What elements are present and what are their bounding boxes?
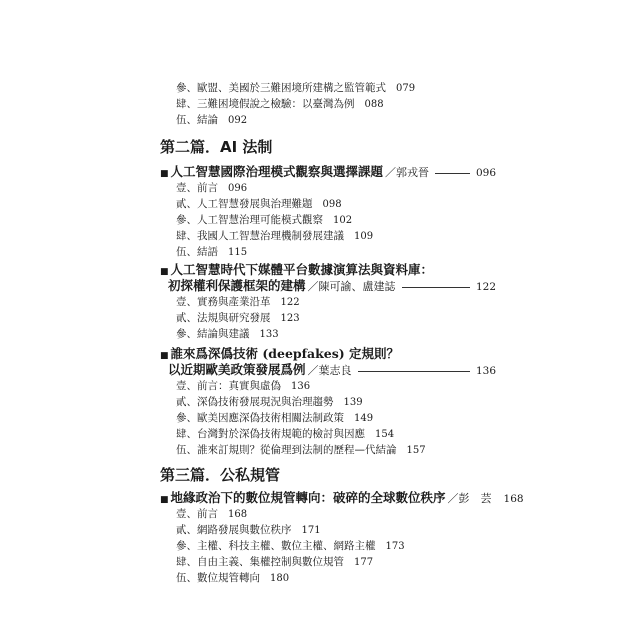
part-heading: 第二篇．AI 法制 — [160, 138, 273, 156]
bullet-icon: ■ — [160, 169, 169, 179]
toc-entry: 貳、法規與研究發展 123 — [176, 312, 300, 324]
toc-entry: 參、歐美因應深偽技術相關法制政策 149 — [176, 412, 374, 424]
chapter-title: ■ 誰來爲深僞技術 (deepfakes) 定規則？ — [160, 346, 400, 361]
bullet-icon: ■ — [160, 495, 169, 505]
toc-entry: 壹、實務與產業沿革 122 — [176, 296, 300, 308]
toc-entry: 參、主權、科技主權、數位主權、網路主權 173 — [176, 540, 405, 552]
toc-entry: 參、歐盟、美國於三難困境所建構之監管範式 079 — [176, 82, 416, 94]
toc-entry: 伍、誰來訂規則？從倫理到法制的歷程—代結論 157 — [176, 444, 426, 456]
toc-entry: 肆、自由主義、集權控制與數位規管 177 — [176, 556, 374, 568]
chapter-title-continued: 以近期歐美政策發展爲例 ／葉志良 136 — [168, 362, 496, 377]
chapter-title-continued: 初探權利保護框架的建構 ／陳可諭、盧建誌 122 — [168, 278, 496, 293]
toc-entry: 貳、人工智慧發展與治理難題 098 — [176, 198, 342, 210]
toc-entry: 伍、數位規管轉向 180 — [176, 572, 290, 584]
toc-entry: 肆、台灣對於深偽技術規範的檢討與因應 154 — [176, 428, 395, 440]
toc-entry: 參、人工智慧治理可能模式觀察 102 — [176, 214, 353, 226]
toc-entry: 伍、結論 092 — [176, 114, 248, 126]
toc-entry: 肆、我國人工智慧治理機制發展建議 109 — [176, 230, 374, 242]
toc-entry: 壹、前言 096 — [176, 182, 248, 194]
chapter-title: ■ 人工智慧國際治理模式觀察與選擇課題 ／郭戎晉 096 — [160, 164, 496, 179]
toc-entry: 壹、前言：真實與虛偽 136 — [176, 380, 311, 392]
bullet-icon: ■ — [160, 351, 169, 361]
toc-entry: 貳、深偽技術發展現況與治理趨勢 139 — [176, 396, 363, 408]
bullet-icon: ■ — [160, 267, 169, 277]
chapter-title: ■ 地緣政治下的數位規管轉向：破碎的全球數位秩序 ／彭 芸 168 — [160, 490, 524, 505]
chapter-title: ■ 人工智慧時代下媒體平台數據演算法與資料庫： — [160, 262, 434, 277]
toc-entry: 伍、結語 115 — [176, 246, 248, 258]
toc-entry: 參、結論與建議 133 — [176, 328, 279, 340]
toc-entry: 壹、前言 168 — [176, 508, 248, 520]
toc-entry: 貳、網路發展與數位秩序 171 — [176, 524, 321, 536]
part-heading: 第三篇．公私規管 — [160, 466, 281, 484]
toc-entry: 肆、三難困境假說之檢驗：以臺灣為例 088 — [176, 98, 384, 110]
